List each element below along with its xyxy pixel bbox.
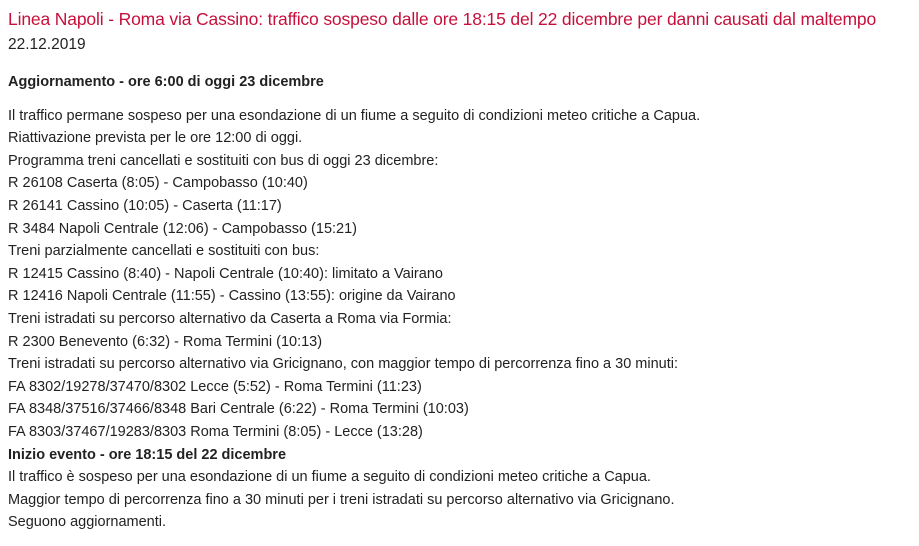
article-title: Linea Napoli - Roma via Cassino: traffico sospeso dalle ore 18:15 del 22 dicembre per danni causati dal maltempo (8, 9, 877, 29)
start-line: Seguono aggiornamenti. (8, 514, 167, 531)
update-line: R 2300 Benevento (6:32) - Roma Termini (10:13) (8, 333, 323, 350)
update-line: FA 8303/37467/19283/8303 Roma Termini (8:05) - Lecce (13:28) (8, 423, 423, 440)
update-line: R 26141 Cassino (10:05) - Caserta (11:17) (8, 197, 282, 214)
start-heading: Inizio evento - ore 18:15 del 22 dicembre (8, 446, 287, 463)
update-line: Riattivazione prevista per le ore 12:00 di oggi. (8, 130, 303, 147)
start-line: Il traffico è sospeso per una esondazione di un fiume a seguito di condizioni meteo critiche a Capua. (8, 469, 651, 486)
update-heading: Aggiornamento - ore 6:00 di oggi 23 dicembre (8, 74, 324, 90)
update-line: R 3484 Napoli Centrale (12:06) - Campobasso (15:21) (8, 220, 357, 237)
update-body (8, 105, 919, 444)
update-line: Programma treni cancellati e sostituiti con bus di oggi 23 dicembre: (8, 152, 439, 169)
update-line: FA 8302/19278/37470/8302 Lecce (5:52) - Roma Termini (11:23) (8, 378, 422, 395)
update-line: R 12416 Napoli Centrale (11:55) - Cassino (13:55): origine da Vairano (8, 288, 456, 305)
article-date: 22.12.2019 (8, 36, 86, 53)
update-line: Treni istradati su percorso alternativo da Caserta a Roma via Formia: (8, 310, 452, 327)
update-line: R 12415 Cassino (8:40) - Napoli Centrale (10:40): limitato a Vairano (8, 265, 443, 282)
update-line: FA 8348/37516/37466/8348 Bari Centrale (6:22) - Roma Termini (10:03) (8, 401, 469, 418)
start-body (8, 466, 919, 534)
start-line: Maggior tempo di percorrenza fino a 30 minuti per i treni istradati su percorso alternativo via Gricignano. (8, 491, 675, 508)
update-line: Treni parzialmente cancellati e sostituiti con bus: (8, 243, 320, 260)
update-line: Il traffico permane sospeso per una esondazione di un fiume a seguito di condizioni meteo critiche a Capua. (8, 107, 701, 124)
update-line: Treni istradati su percorso alternativo via Gricignano, con maggior tempo di percorrenza fino a 30 minuti: (8, 356, 679, 373)
update-line: R 26108 Caserta (8:05) - Campobasso (10:40) (8, 175, 308, 192)
